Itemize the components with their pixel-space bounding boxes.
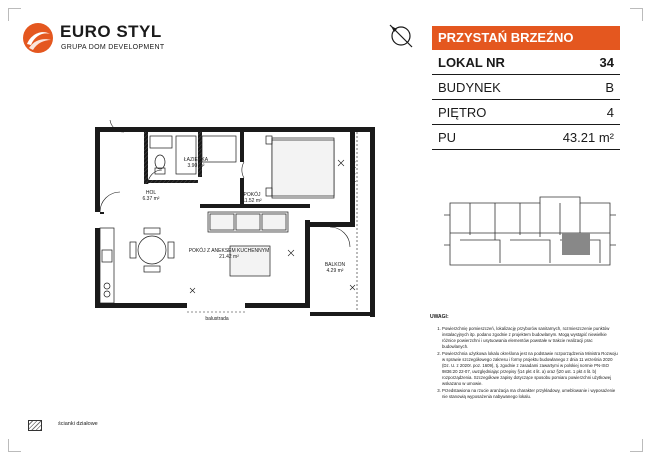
- brand-subtitle: GRUPA DOM DEVELOPMENT: [61, 44, 165, 51]
- info-key: LOKAL NR: [438, 54, 505, 70]
- balustrada-bottom-label: balustrada: [205, 316, 229, 322]
- highlighted-unit: [562, 233, 590, 255]
- logo: [22, 20, 182, 60]
- note-item: 2. Powierzchnia użytkowa lokalu określona jest na podstawie rozporządzenia Ministra Rozwoju w sprawie szczegółowego zakresu i formy projektu budowlanego z dnia 11 września 2020 (Dz. U. z 2020r. poz. 1609), tj. zgodnie z zasadami zawartymi w polskiej normie PN-ISO 9836:20 22-07, uwzględniając przepisy §14 pkt 4 lit. a) oraz §20 ust. 1 pkt 4 lit. b) rozporządzenia. Szczegółowe zapisy dotyczące sposobu pomiaru powierzchni użytkowej wskazano w umowie.: [442, 351, 620, 387]
- room-area: 21.42 m²: [219, 254, 239, 260]
- room-area: 6.37 m²: [142, 196, 160, 202]
- room-balkon: [320, 262, 350, 274]
- room-salon: [186, 248, 272, 260]
- info-key: PIĘTRO: [438, 104, 487, 120]
- room-lazienka: [178, 157, 214, 169]
- room-name: BALKON: [324, 262, 346, 268]
- room-name: POKÓJ Z ANEKSEM KUCHENNYM: [188, 248, 270, 254]
- floor-plan: [80, 100, 380, 330]
- room-area: 11.52 m²: [242, 198, 262, 204]
- info-value: 43.21 m²: [562, 129, 614, 145]
- notes-title: UWAGI:: [430, 314, 449, 320]
- floor-plan-drawing: [80, 100, 380, 330]
- room-area: 4.29 m²: [326, 268, 344, 274]
- info-value: B: [605, 79, 614, 95]
- info-key: BUDYNEK: [438, 79, 501, 95]
- notes-section: [430, 314, 620, 401]
- investment-name: PRZYSTAŃ BRZEŹNO: [432, 26, 620, 50]
- crop-mark: [630, 439, 643, 452]
- note-item: 1. Powierzchnię pomieszczeń, lokalizację przyborów sanitarnych, rozmieszczenie punktów instalacyjnych itp. podano zgodnie z projektem budowlanym. Mogą wystąpić niewielkie różnice powierzchni i usytuowania elementów powstałe w trakcie realizacji prac budowlanych.: [442, 326, 620, 350]
- legend: [28, 420, 148, 432]
- brand-name: EURO STYL: [60, 22, 162, 41]
- partition-wall-swatch: [28, 420, 42, 431]
- info-row-pu: [432, 125, 620, 150]
- note-item: 3. Przedstawiona na rzucie aranżacja ma charakter przykładowy, umeblowanie i wyposażenie nie stanowią wyposażenia nabywanego lokalu.: [442, 388, 620, 400]
- north-arrow-icon: [388, 23, 414, 49]
- building-key-plan: [440, 185, 620, 275]
- euro-styl-logo-icon: [22, 22, 54, 54]
- notes-list: [430, 326, 620, 400]
- info-value: 34: [599, 54, 614, 70]
- room-name: HOL: [145, 190, 157, 196]
- crop-mark: [8, 439, 21, 452]
- info-value: 4: [606, 104, 614, 120]
- room-name: POKÓJ: [243, 192, 261, 198]
- room-name: ŁAZIENKA: [183, 157, 209, 163]
- crop-mark: [8, 8, 21, 21]
- balustrada-right-label: balustrada: [350, 161, 356, 185]
- room-area: 3.90 m²: [187, 163, 205, 169]
- info-row-pietro: [432, 100, 620, 125]
- legend-label: ścianki działowe: [58, 421, 98, 427]
- apartment-info-table: [432, 26, 620, 150]
- info-row-lokal: [432, 50, 620, 75]
- crop-mark: [630, 8, 643, 21]
- info-key: PU: [438, 129, 457, 145]
- info-row-budynek: [432, 75, 620, 100]
- room-hol: [136, 190, 166, 202]
- room-pokoj: [236, 192, 268, 204]
